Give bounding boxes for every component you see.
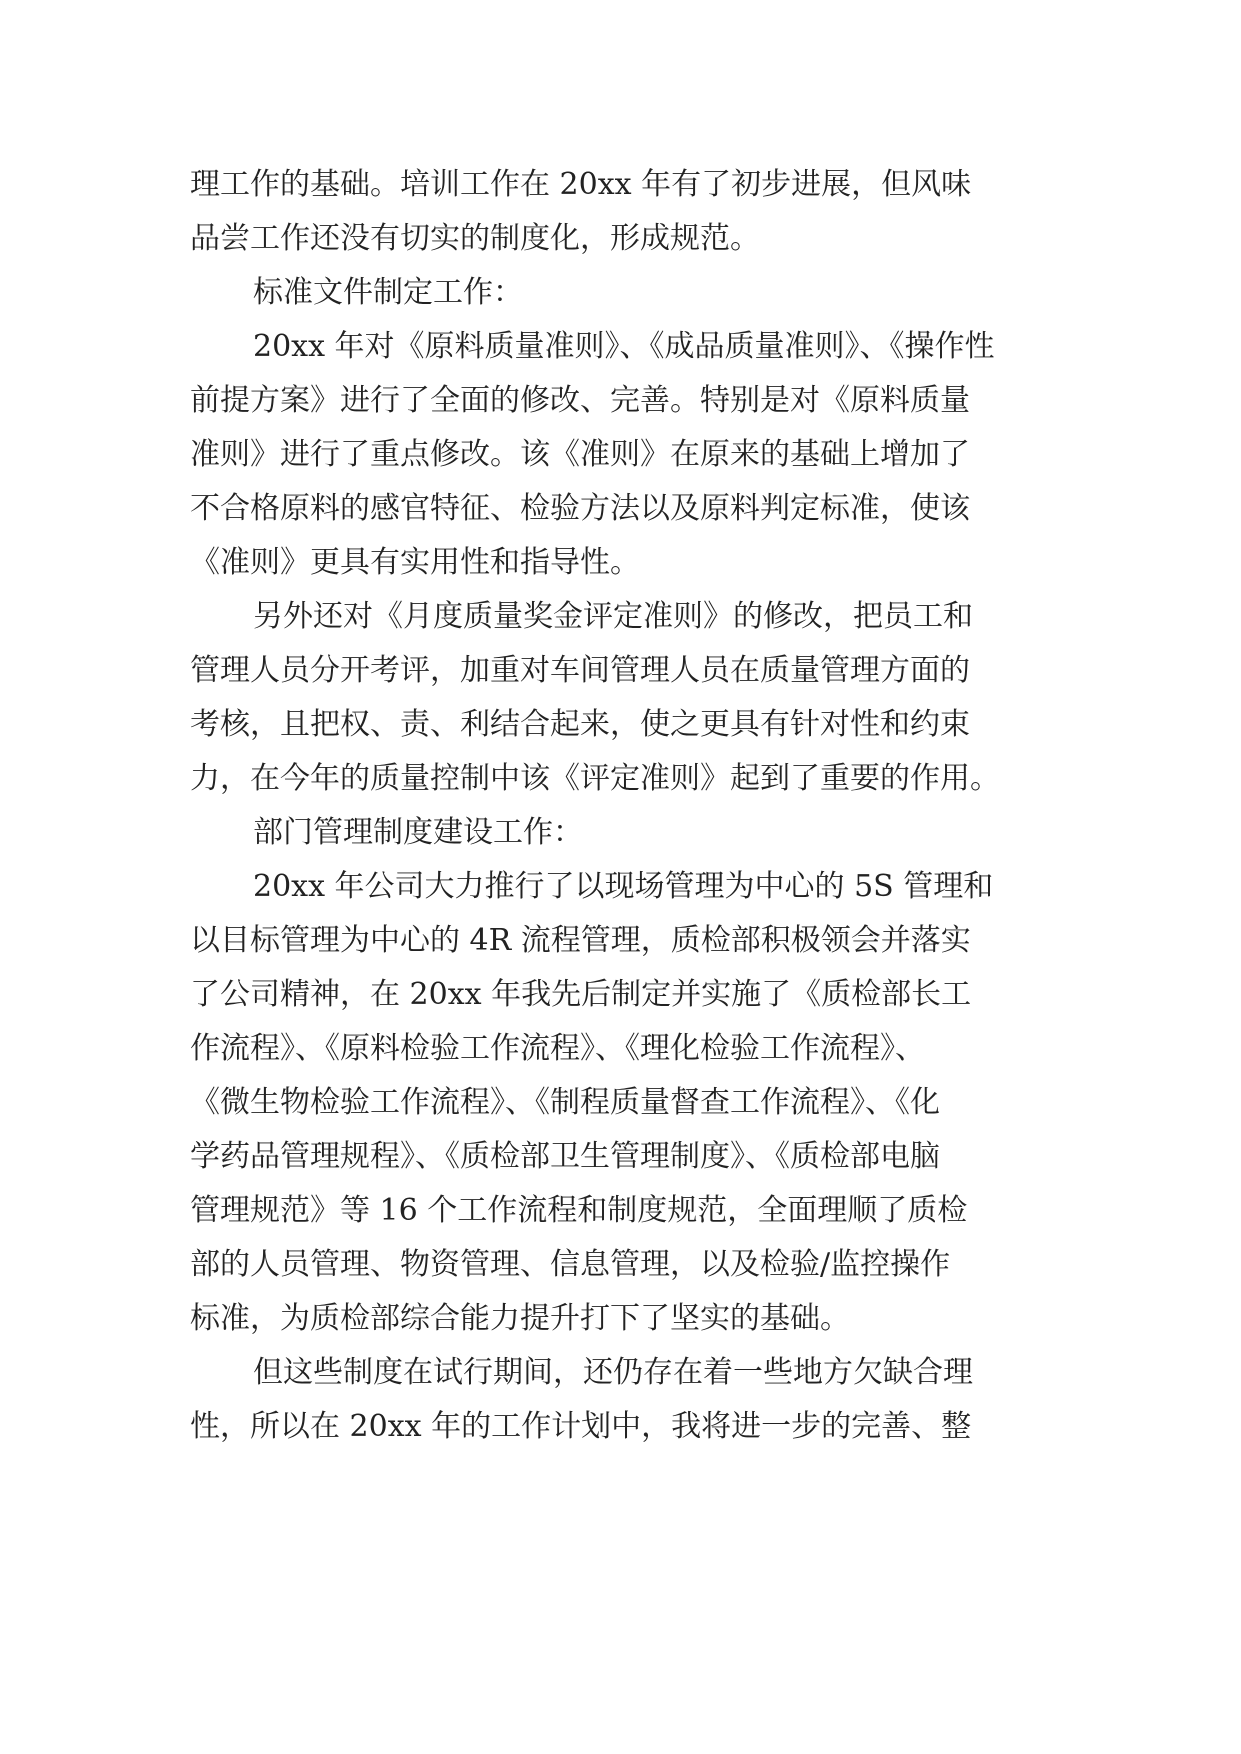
text-line: 学药品管理规程》、《质检部卫生管理制度》、《质检部电脑 [190, 1139, 940, 1174]
text-line: 《微生物检验工作流程》、《制程质量督查工作流程》、《化 [190, 1085, 940, 1120]
text-line: 准则》进行了重点修改。该《准则》在原来的基础上增加了 [190, 437, 970, 472]
text-line: 理工作的基础。培训工作在 20xx 年有了初步进展，但风味 [190, 167, 972, 202]
text-line: 标准，为质检部综合能力提升打下了坚实的基础。 [190, 1301, 850, 1336]
section-heading-standard-docs: 标准文件制定工作： [253, 275, 523, 310]
text-line: 管理规范》等 16 个工作流程和制度规范，全面理顺了质检 [190, 1193, 968, 1228]
text-line: 不合格原料的感官特征、检验方法以及原料判定标准，使该 [190, 491, 970, 526]
text-line: 前提方案》进行了全面的修改、完善。特别是对《原料质量 [190, 383, 970, 418]
text-line: 管理人员分开考评，加重对车间管理人员在质量管理方面的 [190, 653, 970, 688]
text-line: 部的人员管理、物资管理、信息管理，以及检验/监控操作 [190, 1247, 951, 1282]
text-line: 了公司精神，在 20xx 年我先后制定并实施了《质检部长工 [190, 977, 972, 1012]
text-line: 以目标管理为中心的 4R 流程管理，质检部积极领会并落实 [190, 923, 971, 958]
text-line: 考核，且把权、责、利结合起来，使之更具有针对性和约束 [190, 707, 970, 742]
text-line: 《准则》更具有实用性和指导性。 [190, 545, 640, 580]
text-line: 性，所以在 20xx 年的工作计划中，我将进一步的完善、整 [190, 1409, 972, 1444]
text-line: 20xx 年对《原料质量准则》、《成品质量准则》、《操作性 [253, 329, 995, 364]
document-body [190, 158, 1050, 1454]
text-line: 20xx 年公司大力推行了以现场管理为中心的 5S 管理和 [253, 869, 994, 904]
text-line: 作流程》、《原料检验工作流程》、《理化检验工作流程》、 [190, 1031, 925, 1066]
text-line: 力，在今年的质量控制中该《评定准则》起到了重要的作用。 [190, 761, 1000, 796]
text-line: 品尝工作还没有切实的制度化，形成规范。 [190, 221, 760, 256]
section-heading-department-management: 部门管理制度建设工作： [253, 815, 583, 850]
text-line: 另外还对《月度质量奖金评定准则》的修改，把员工和 [253, 599, 973, 634]
text-line: 但这些制度在试行期间，还仍存在着一些地方欠缺合理 [253, 1355, 973, 1390]
